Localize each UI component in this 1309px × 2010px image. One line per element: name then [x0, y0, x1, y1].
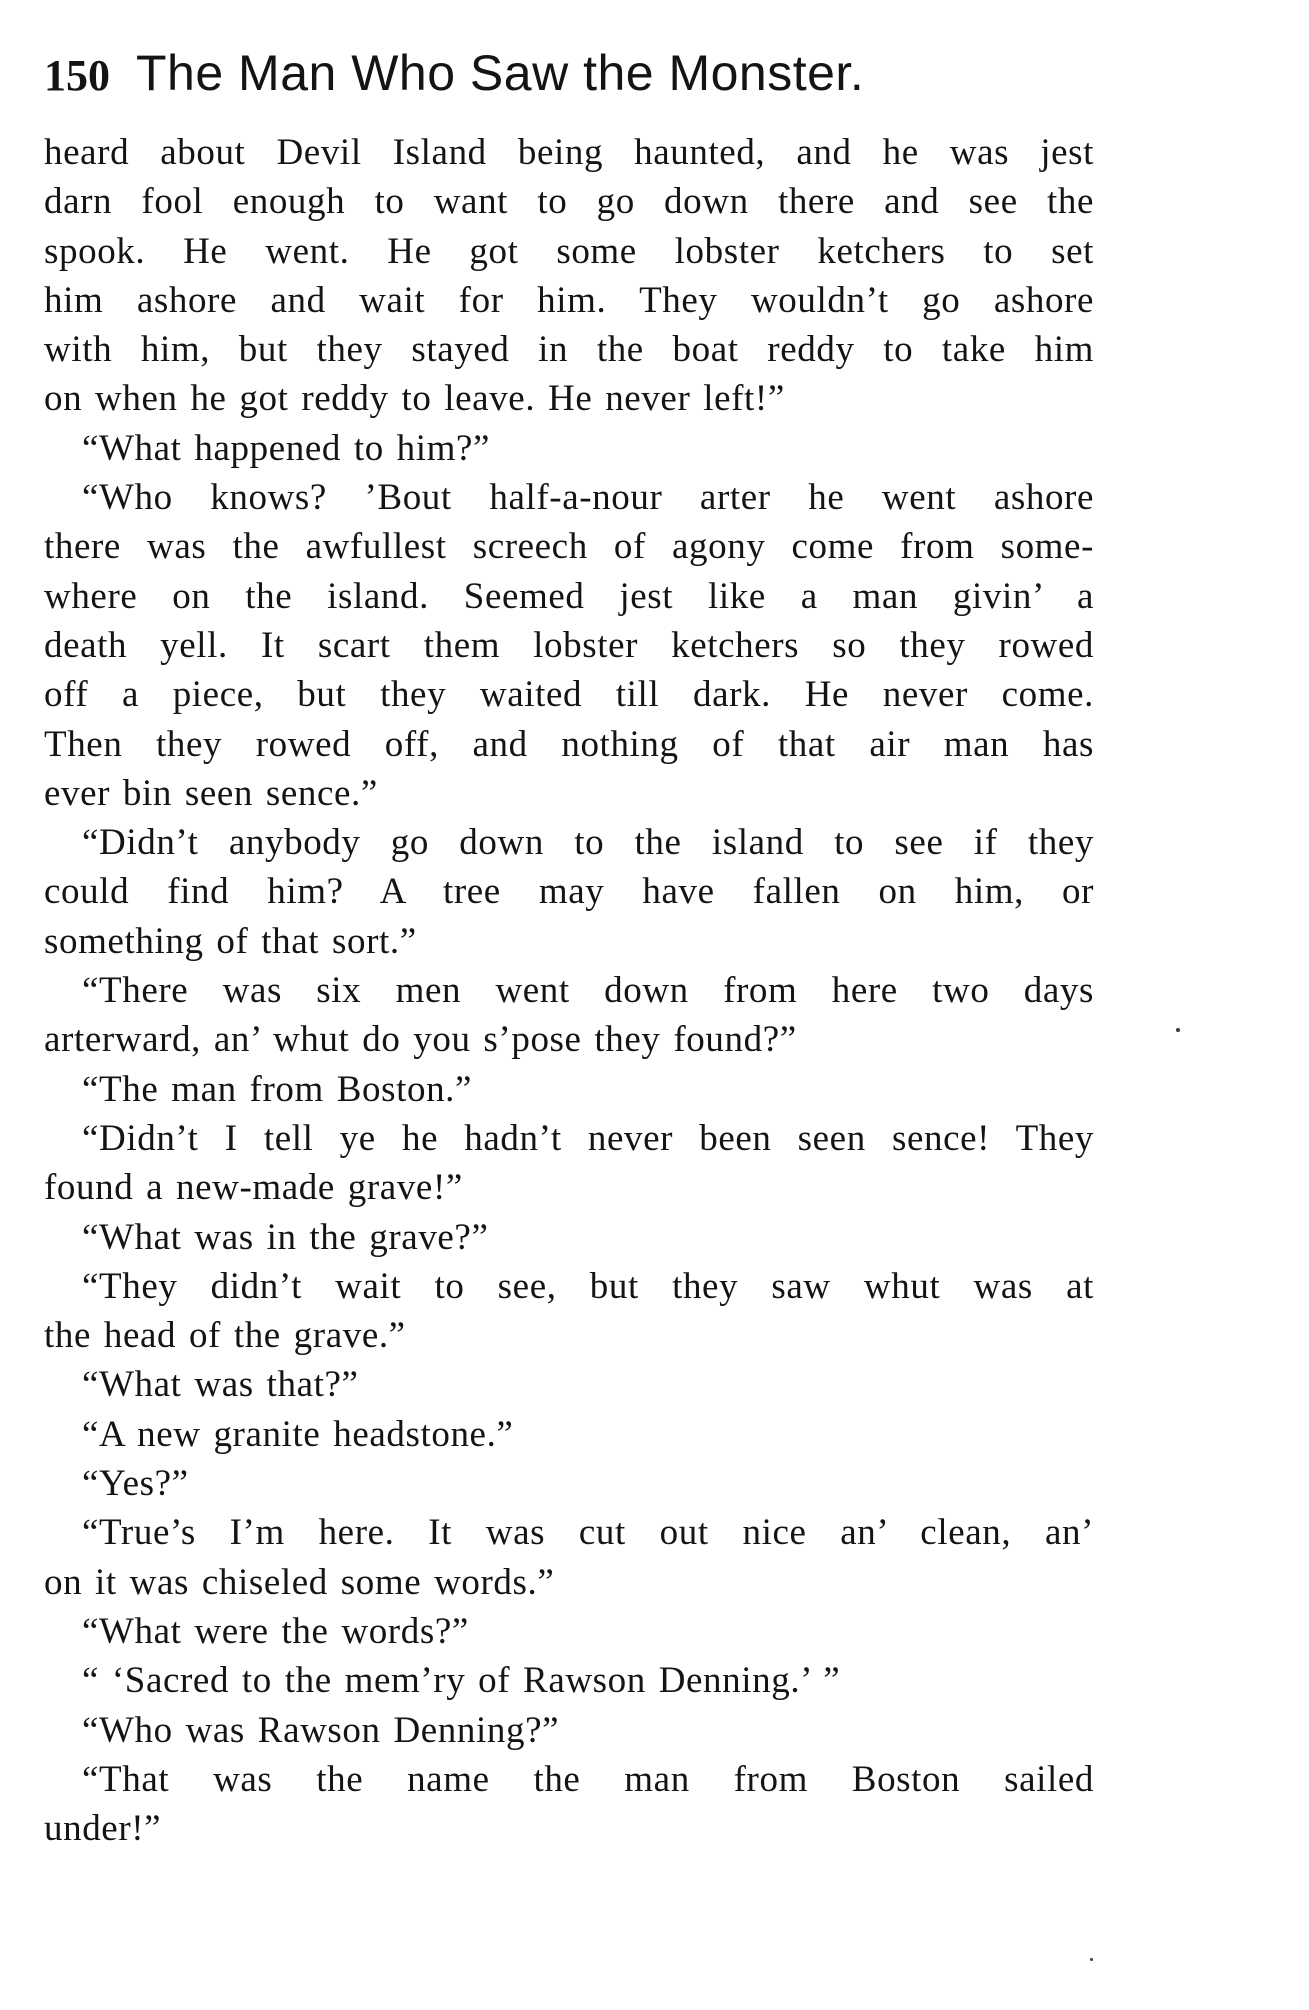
text-line: “Who was Rawson Denning?” — [82, 1709, 560, 1751]
text-line: where on the island. Seemed jest like a man givin’ a — [44, 575, 1094, 617]
text-line: “The man from Boston.” — [82, 1068, 473, 1110]
text-line: ever bin seen sence.” — [44, 772, 378, 814]
paper-speck — [1176, 1028, 1180, 1032]
text-line: under!” — [44, 1808, 162, 1850]
text-line: “What was in the grave?” — [82, 1216, 489, 1258]
text-line: “Didn’t anybody go down to the island to see if they — [82, 822, 1094, 864]
text-line: found a new-made grave!” — [44, 1167, 463, 1209]
text-line: darn fool enough to want to go down there and see the — [44, 181, 1094, 223]
text-line: “A new granite headstone.” — [82, 1413, 514, 1455]
body-text — [44, 128, 1094, 1853]
text-line: the head of the grave.” — [44, 1315, 406, 1357]
text-line: “They didn’t wait to see, but they saw whut was at — [82, 1265, 1094, 1307]
paper-speck — [1090, 1958, 1093, 1961]
text-line: him ashore and wait for him. They wouldn’t go ashore — [44, 279, 1094, 321]
running-title: The Man Who Saw the Monster. — [136, 45, 865, 101]
text-line: death yell. It scart them lobster ketchers so they rowed — [44, 624, 1094, 666]
running-head — [44, 44, 1104, 108]
text-line: “Didn’t I tell ye he hadn’t never been seen sence! They — [82, 1117, 1094, 1159]
text-line: could find him? A tree may have fallen on him, or — [44, 871, 1094, 913]
text-line: “What happened to him?” — [82, 427, 491, 469]
text-line: “What was that?” — [82, 1364, 359, 1406]
text-line: heard about Devil Island being haunted, and he was jest — [44, 132, 1094, 173]
text-line: “There was six men went down from here two days — [82, 970, 1094, 1012]
text-line: “Who knows? ’Bout half-a-nour arter he went ashore — [82, 477, 1094, 519]
text-line: off a piece, but they waited till dark. He never come. — [44, 674, 1094, 716]
text-line: “What were the words?” — [82, 1610, 469, 1652]
page-number: 150 — [44, 51, 110, 100]
text-line: Then they rowed off, and nothing of that air man has — [44, 723, 1094, 765]
text-line: “Yes?” — [82, 1463, 189, 1505]
text-line: arterward, an’ whut do you s’pose they found?” — [44, 1019, 797, 1061]
text-line: something of that sort.” — [44, 920, 417, 962]
text-line: “ ‘Sacred to the mem’ry of Rawson Denning.’ ” — [82, 1660, 841, 1702]
text-line: on when he got reddy to leave. He never left!” — [44, 378, 785, 420]
text-line: “That was the name the man from Boston sailed — [82, 1758, 1094, 1800]
text-line: with him, but they stayed in the boat reddy to take him — [44, 329, 1094, 371]
text-line: there was the awfullest screech of agony come from some- — [44, 526, 1094, 568]
text-line: “True’s I’m here. It was cut out nice an’ clean, an’ — [82, 1512, 1094, 1554]
text-line: spook. He went. He got some lobster ketchers to set — [44, 230, 1094, 272]
text-line: on it was chiseled some words.” — [44, 1561, 555, 1603]
